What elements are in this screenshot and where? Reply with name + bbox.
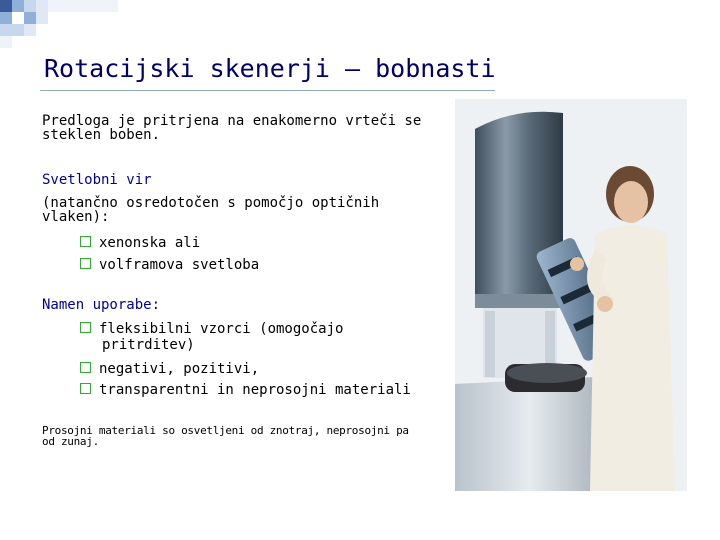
checkbox-bullet-icon <box>80 383 91 394</box>
slide-title: Rotacijski skenerji – bobnasti <box>44 54 496 83</box>
list-item: transparentni in neprosojni materiali <box>80 383 411 397</box>
drum-scanner-photo <box>455 99 687 491</box>
checkbox-bullet-icon <box>80 236 91 247</box>
corner-decoration <box>0 0 120 60</box>
usage-heading: Namen uporabe: <box>42 297 161 313</box>
intro-paragraph: Predloga je pritrjena na enakomerno vrteči se steklen boben. <box>42 113 422 143</box>
list-item: fleksibilni vzorci (omogočajo <box>80 322 343 336</box>
checkbox-bullet-icon <box>80 362 91 373</box>
footnote: Prosojni materiali so osvetljeni od znotraj, neprosojni pa od zunaj. <box>42 424 409 448</box>
title-divider <box>40 90 495 91</box>
checkbox-bullet-icon <box>80 322 91 333</box>
drum-scanner-illustration <box>455 99 687 491</box>
list-item: volframova svetloba <box>80 258 259 272</box>
light-source-heading: Svetlobni vir <box>42 172 152 188</box>
list-item-continuation: pritrditev) <box>102 337 195 353</box>
light-source-description: (natančno osredotočen s pomočjo optičnih vlaken): <box>42 195 380 225</box>
list-item: xenonska ali <box>80 236 200 250</box>
checkbox-bullet-icon <box>80 258 91 269</box>
list-item: negativi, pozitivi, <box>80 362 259 376</box>
